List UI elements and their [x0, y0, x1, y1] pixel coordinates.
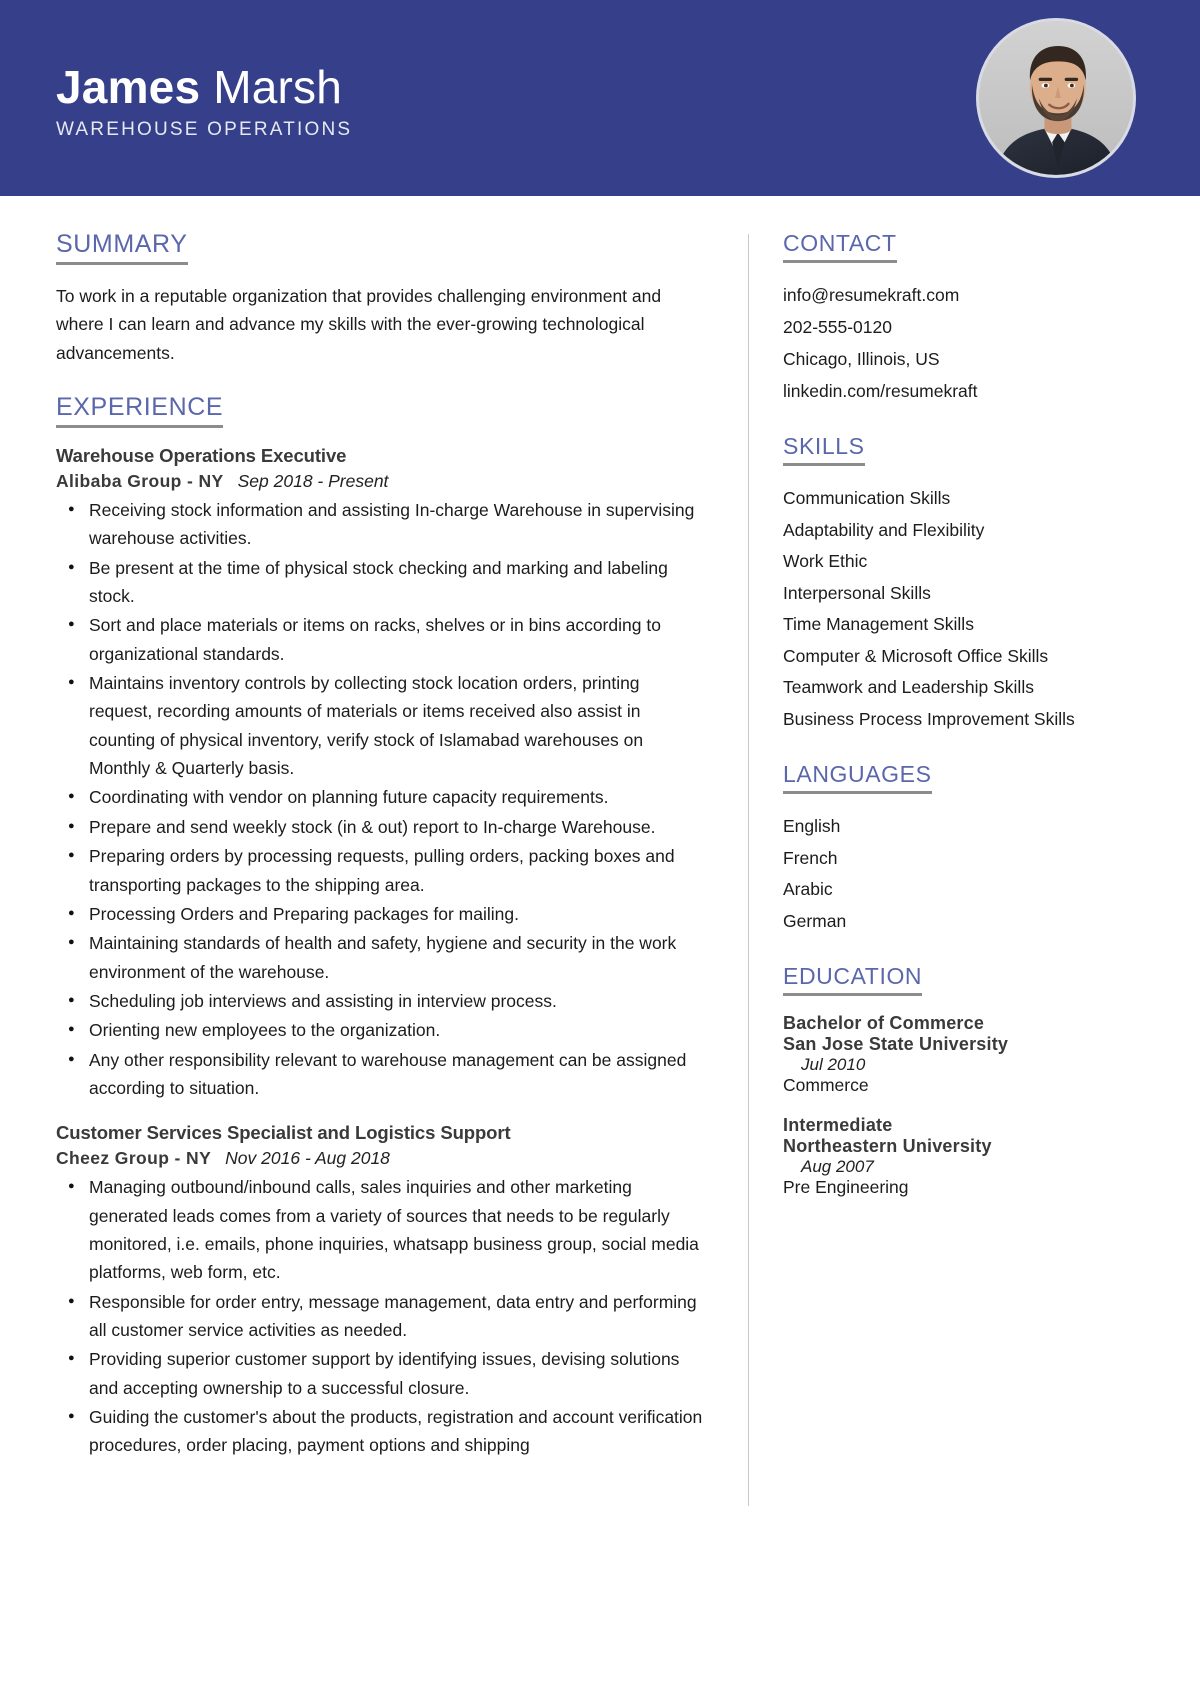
first-name: James: [56, 60, 201, 113]
skills-list: [783, 483, 1160, 735]
summary-section: [56, 230, 704, 367]
education-field: Commerce: [783, 1075, 869, 1096]
profile-photo-icon: [979, 21, 1133, 175]
education-degree: Bachelor of Commerce: [783, 1013, 985, 1034]
languages-section: [783, 761, 1160, 937]
job-meta: [56, 471, 704, 492]
list-item: Work Ethic: [783, 551, 868, 572]
list-item: ● Guiding the customer's about the products, registration and account verification procedures, order placing, payment options and shipping: [56, 1403, 704, 1460]
job-meta: [56, 1148, 704, 1169]
education-heading: EDUCATION: [783, 963, 922, 996]
list-item: ● Orienting new employees to the organization.: [56, 1016, 704, 1044]
resume-header: [0, 0, 1200, 196]
list-item: English: [783, 816, 841, 837]
experience-entry: [56, 445, 704, 1102]
skills-heading: SKILLS: [783, 433, 865, 466]
list-item: ● Receiving stock information and assisting In-charge Warehouse in supervising warehouse activities.: [56, 496, 704, 553]
contact-email[interactable]: info@resumekraft.com: [783, 285, 960, 305]
job-company: Alibaba Group - NY: [56, 471, 224, 492]
languages-list: [783, 811, 1160, 937]
contact-section: [783, 230, 1160, 407]
job-bullet-list: [56, 496, 704, 1102]
list-item: ● Sort and place materials or items on racks, shelves or in bins according to organizational standards.: [56, 611, 704, 668]
list-item: ● Preparing orders by processing requests, pulling orders, packing boxes and transporting packages to the shipping area.: [56, 842, 704, 899]
page-title: [56, 60, 352, 113]
list-item: Time Management Skills: [783, 614, 974, 635]
summary-text: To work in a reputable organization that provides challenging environment and where I can learn and advance my skills with the ever-growing technological advancements.: [56, 286, 662, 363]
languages-heading: LANGUAGES: [783, 761, 932, 794]
education-degree: Intermediate: [783, 1115, 893, 1136]
list-item: ● Processing Orders and Preparing packages for mailing.: [56, 900, 704, 928]
education-entry: [783, 1115, 1160, 1198]
list-item: ● Maintaining standards of health and safety, hygiene and security in the work environment of the warehouse.: [56, 929, 704, 986]
experience-section: [56, 393, 704, 1460]
list-item: Computer & Microsoft Office Skills: [783, 645, 1049, 666]
list-item: ● Scheduling job interviews and assisting in interview process.: [56, 987, 704, 1015]
list-item: French: [783, 847, 838, 868]
job-company: Cheez Group - NY: [56, 1148, 212, 1169]
contact-linkedin[interactable]: linkedin.com/resumekraft: [783, 380, 978, 401]
education-field: Pre Engineering: [783, 1177, 909, 1198]
summary-heading: SUMMARY: [56, 230, 188, 265]
skills-section: [783, 433, 1160, 735]
list-item: ● Prepare and send weekly stock (in & out) report to In-charge Warehouse.: [56, 813, 704, 841]
avatar: [976, 18, 1136, 178]
last-name: Marsh: [213, 60, 343, 113]
main-column: [0, 230, 748, 1698]
contact-phone[interactable]: 202-555-0120: [783, 316, 892, 337]
list-item: ● Coordinating with vendor on planning future capacity requirements.: [56, 783, 704, 811]
header-identity: [56, 55, 352, 141]
list-item: German: [783, 910, 847, 931]
job-title: Warehouse Operations Executive: [56, 445, 347, 467]
list-item: ● Any other responsibility relevant to warehouse management can be assigned according to situation.: [56, 1046, 704, 1103]
education-entry: [783, 1013, 1160, 1096]
experience-heading: EXPERIENCE: [56, 393, 223, 428]
contact-heading: CONTACT: [783, 230, 897, 263]
list-item: ● Providing superior customer support by identifying issues, devising solutions and accepting ownership to a successful closure.: [56, 1345, 704, 1402]
sidebar-column: [749, 230, 1200, 1698]
list-item: ● Maintains inventory controls by collecting stock location orders, printing request, recording amounts of materials or items received also assist in counting of physical inventory, verify stock of Islamabad warehouses on Monthly & Quarterly basis.: [56, 669, 704, 782]
list-item: ● Responsible for order entry, message management, data entry and performing all customer service activities as needed.: [56, 1288, 704, 1345]
list-item: Business Process Improvement Skills: [783, 708, 1075, 729]
education-section: [783, 963, 1160, 1198]
experience-entry: [56, 1122, 704, 1459]
job-title: Customer Services Specialist and Logistics Support: [56, 1122, 511, 1144]
list-item: Arabic: [783, 879, 833, 900]
education-school: Northeastern University: [783, 1136, 992, 1157]
list-item: Teamwork and Leadership Skills: [783, 677, 1034, 698]
job-dates: Sep 2018 - Present: [237, 471, 389, 492]
education-date: Aug 2007: [801, 1157, 874, 1177]
resume-body: [0, 196, 1200, 1698]
education-date: Jul 2010: [801, 1055, 866, 1075]
list-item: ● Be present at the time of physical stock checking and marking and labeling stock.: [56, 554, 704, 611]
job-bullet-list: [56, 1173, 704, 1459]
contact-location: Chicago, Illinois, US: [783, 348, 940, 369]
job-role-subtitle: WAREHOUSE OPERATIONS: [56, 119, 353, 141]
education-school: San Jose State University: [783, 1034, 1009, 1055]
job-dates: Nov 2016 - Aug 2018: [225, 1148, 390, 1169]
list-item: Communication Skills: [783, 488, 951, 509]
list-item: ● Managing outbound/inbound calls, sales inquiries and other marketing generated leads comes from a variety of sources that needs to be regularly monitored, i.e. emails, phone inquiries, whatsapp business group, social media platforms, web form, etc.: [56, 1173, 704, 1286]
list-item: Adaptability and Flexibility: [783, 519, 985, 540]
list-item: Interpersonal Skills: [783, 582, 931, 603]
